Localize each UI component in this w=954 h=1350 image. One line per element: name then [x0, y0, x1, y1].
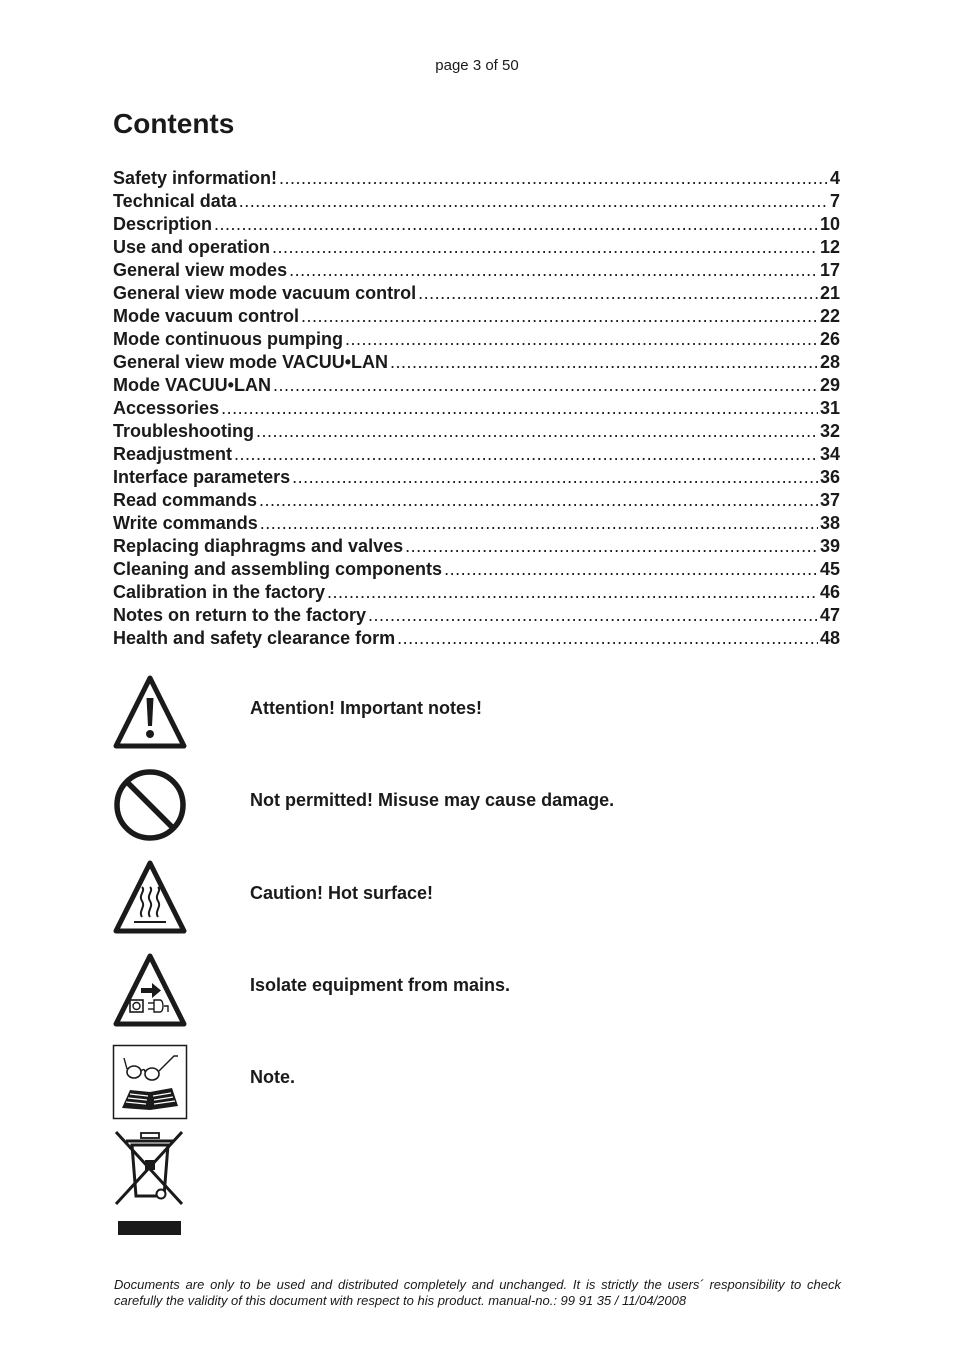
toc-entry-label: General view mode VACUU•LAN	[113, 352, 389, 372]
prohibited-icon	[112, 767, 188, 843]
toc-entry-page: 37	[819, 490, 840, 510]
symbol-label-isolate: Isolate equipment from mains.	[250, 975, 511, 995]
toc-leader-dots	[260, 513, 818, 534]
toc-entry[interactable]	[113, 283, 840, 306]
toc-entry-label: General view modes	[113, 260, 288, 280]
page-title: Contents	[113, 108, 235, 139]
toc-entry-page: 26	[819, 329, 840, 349]
table-of-contents	[113, 168, 840, 651]
toc-entry-label: General view mode vacuum control	[113, 283, 417, 303]
toc-entry-label: Safety information!	[113, 168, 278, 188]
toc-entry-page: 47	[819, 605, 840, 625]
toc-leader-dots	[273, 375, 818, 396]
toc-entry[interactable]	[113, 260, 840, 283]
toc-entry-label: Notes on return to the factory	[113, 605, 367, 625]
toc-entry[interactable]	[113, 329, 840, 352]
toc-entry[interactable]	[113, 559, 840, 582]
toc-entry-label: Technical data	[113, 191, 237, 211]
toc-leader-dots	[390, 352, 818, 373]
toc-entry-page: 4	[829, 168, 840, 188]
toc-entry[interactable]	[113, 398, 840, 421]
toc-leader-dots	[418, 283, 818, 304]
toc-entry[interactable]	[113, 513, 840, 536]
toc-leader-dots	[289, 260, 818, 281]
toc-entry-label: Replacing diaphragms and valves	[113, 536, 404, 556]
symbol-label-hot-surface: Caution! Hot surface!	[250, 883, 434, 903]
toc-entry-page: 17	[819, 260, 840, 280]
toc-leader-dots	[259, 490, 818, 511]
toc-entry-label: Accessories	[113, 398, 220, 418]
toc-entry-page: 34	[819, 444, 840, 464]
isolate-mains-icon	[112, 952, 188, 1028]
toc-entry[interactable]	[113, 168, 840, 191]
toc-entry-label: Mode VACUU•LAN	[113, 375, 271, 395]
toc-leader-dots	[368, 605, 818, 626]
symbol-label-not-permitted: Not permitted! Misuse may cause damage.	[250, 790, 615, 810]
toc-entry-page: 7	[829, 191, 840, 211]
toc-entry-page: 28	[819, 352, 840, 372]
toc-leader-dots	[397, 628, 818, 649]
toc-entry-label: Mode continuous pumping	[113, 329, 343, 349]
warning-exclamation-icon	[112, 674, 188, 750]
toc-entry-label: Cleaning and assembling components	[113, 559, 443, 579]
toc-entry-page: 10	[819, 214, 840, 234]
hot-surface-icon	[112, 859, 188, 935]
toc-entry-label: Health and safety clearance form	[113, 628, 396, 648]
toc-entry-label: Mode vacuum control	[113, 306, 300, 326]
note-glasses-book-icon	[112, 1044, 188, 1120]
symbol-label-attention: Attention! Important notes!	[250, 698, 482, 718]
toc-leader-dots	[327, 582, 818, 603]
toc-entry-page: 29	[819, 375, 840, 395]
toc-entry[interactable]	[113, 605, 840, 628]
toc-leader-dots	[214, 214, 818, 235]
toc-entry-page: 36	[819, 467, 840, 487]
toc-entry[interactable]	[113, 237, 840, 260]
toc-entry-page: 21	[819, 283, 840, 303]
toc-entry-label: Readjustment	[113, 444, 233, 464]
toc-entry-label: Interface parameters	[113, 467, 291, 487]
toc-entry[interactable]	[113, 306, 840, 329]
toc-entry[interactable]	[113, 467, 840, 490]
toc-entry-page: 12	[819, 237, 840, 257]
page-number: page 3 of 50	[435, 57, 519, 74]
toc-entry-page: 22	[819, 306, 840, 326]
toc-leader-dots	[301, 306, 818, 327]
weee-crossed-bin-icon	[112, 1130, 188, 1238]
toc-leader-dots	[405, 536, 818, 557]
toc-entry-label: Troubleshooting	[113, 421, 254, 441]
toc-entry[interactable]	[113, 375, 840, 398]
toc-entry-label: Write commands	[113, 513, 258, 533]
toc-entry-page: 48	[819, 628, 840, 648]
toc-entry[interactable]	[113, 421, 840, 444]
toc-entry-page: 46	[819, 582, 840, 602]
toc-leader-dots	[256, 421, 818, 442]
toc-entry-label: Use and operation	[113, 237, 271, 257]
toc-leader-dots	[279, 168, 828, 189]
toc-entry[interactable]	[113, 582, 840, 605]
toc-entry[interactable]	[113, 444, 840, 467]
toc-entry-label: Read commands	[113, 490, 258, 510]
toc-entry-page: 31	[819, 398, 840, 418]
toc-entry-label: Calibration in the factory	[113, 582, 326, 602]
symbol-label-note: Note.	[250, 1067, 295, 1087]
toc-entry[interactable]	[113, 191, 840, 214]
toc-leader-dots	[234, 444, 818, 465]
toc-entry-page: 39	[819, 536, 840, 556]
toc-leader-dots	[292, 467, 818, 488]
toc-leader-dots	[444, 559, 818, 580]
toc-entry[interactable]	[113, 214, 840, 237]
toc-leader-dots	[221, 398, 818, 419]
toc-entry-page: 45	[819, 559, 840, 579]
toc-leader-dots	[239, 191, 828, 212]
toc-entry[interactable]	[113, 352, 840, 375]
toc-leader-dots	[345, 329, 818, 350]
toc-leader-dots	[272, 237, 818, 258]
toc-entry-page: 38	[819, 513, 840, 533]
toc-entry-page: 32	[819, 421, 840, 441]
toc-entry[interactable]	[113, 536, 840, 559]
toc-entry[interactable]	[113, 628, 840, 651]
toc-entry[interactable]	[113, 490, 840, 513]
toc-entry-label: Description	[113, 214, 213, 234]
document-footer: Documents are only to be used and distributed completely and unchanged. It is strictly the users´ responsibility to check carefully the validity of this document with respect to his product. manual-no.: 99 91 35 / 11/04/2008	[114, 1277, 841, 1308]
